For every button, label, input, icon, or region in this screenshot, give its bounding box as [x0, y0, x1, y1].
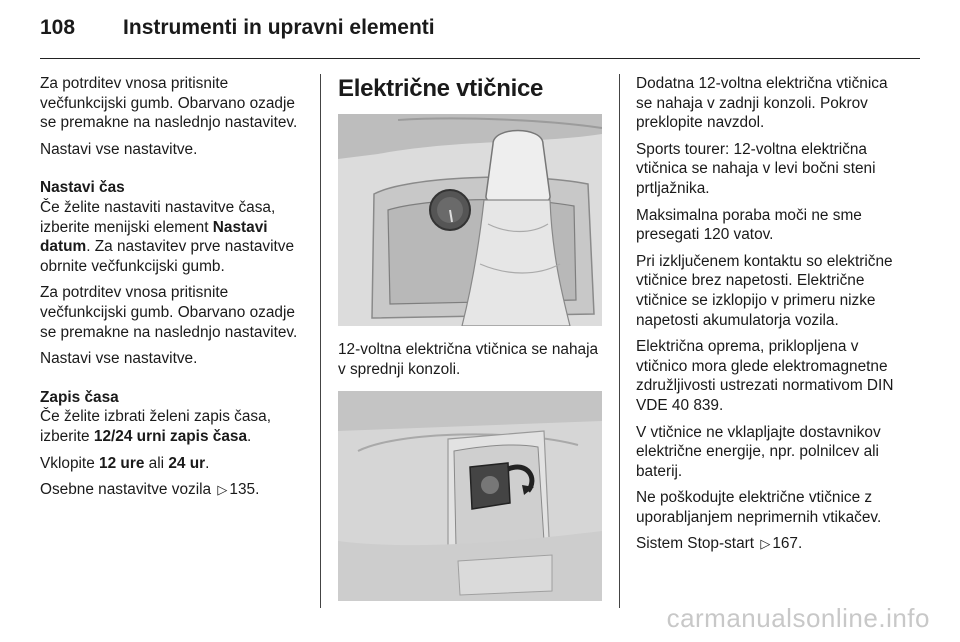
- paragraph: Nastavi vse nastavitve.: [40, 140, 198, 158]
- watermark: carmanualsonline.info: [666, 603, 930, 633]
- paragraph: Ne poškodujte električne vtičnice z uporabljanjem neprimernih vtikačev.: [636, 489, 882, 526]
- page-number: 108: [40, 16, 76, 39]
- paragraph: Pri izključenem kontaktu so električne vtičnice brez napetosti. Električne vtičnice se izklopijo v primeru nizke napetosti akumulatorja vozila.: [636, 252, 893, 329]
- figure-front-socket: [338, 114, 602, 326]
- rear-socket-illustration: [338, 391, 602, 601]
- subsection-title: Nastavi čas: [40, 179, 125, 197]
- paragraph: Maksimalna poraba moči ne sme presegati 120 vatov.: [636, 206, 862, 244]
- column-3: [636, 74, 906, 561]
- page-title: Instrumenti in upravni elementi: [123, 16, 435, 39]
- column-divider-2: [619, 74, 620, 608]
- column-1: [40, 74, 312, 507]
- column-2: [338, 74, 602, 601]
- page-reference-arrow-icon: ▷: [760, 536, 771, 552]
- paragraph: Dodatna 12-voltna električna vtičnica se nahaja v zadnji konzoli. Pokrov preklopite navzdol.: [636, 75, 888, 132]
- figure-caption: 12-voltna električna vtičnica se nahaja v sprednji konzoli.: [338, 341, 599, 378]
- subsection-time-format: Zapis časa Če želite izbrati želeni zapis časa, izberite 12/24 urni zapis časa.: [40, 388, 271, 445]
- subsection-title: Zapis časa: [40, 388, 119, 406]
- page-header: [40, 16, 435, 46]
- section-title: Električne vtičnice: [338, 75, 544, 102]
- paragraph: Sports tourer: 12-voltna električna vtičnica se nahaja v levi bočni steni prtljažnika.: [636, 140, 876, 197]
- paragraph: Vklopite 12 ure ali 24 ur.: [40, 454, 210, 472]
- front-socket-illustration: [338, 114, 602, 326]
- paragraph: Električna oprema, priklopljena v vtičnico mora glede elektromagnetne združljivosti ustrezati normativom DIN VDE 40 839.: [636, 338, 894, 414]
- column-divider-1: [320, 74, 321, 608]
- subsection-set-time: Nastavi čas Če želite nastaviti nastavitve časa, izberite menijski element Nastavi datum. Za nastavitev prve nastavitve obrnite večfunkcijski gumb.: [40, 179, 295, 275]
- paragraph: Za potrditev vnosa pritisnite večfunkcijski gumb. Obarvano ozadje se premakne na naslednjo nastavitev.: [40, 284, 298, 341]
- page-reference-vehicle-settings: Osebne nastavitve vozila ▷ 135.: [40, 481, 260, 499]
- page-reference-arrow-icon: ▷: [217, 482, 228, 498]
- paragraph: V vtičnice ne vklapljajte dostavnikov električne energije, npr. polnilcev ali baterij.: [636, 423, 881, 480]
- page-reference-stop-start: Sistem Stop-start ▷ 167.: [636, 535, 803, 553]
- paragraph: Nastavi vse nastavitve.: [40, 350, 198, 368]
- header-rule: [40, 58, 920, 59]
- paragraph: Za potrditev vnosa pritisnite večfunkcijski gumb. Obarvano ozadje se premakne na naslednjo nastavitev.: [40, 75, 298, 132]
- figure-rear-socket: [338, 391, 602, 601]
